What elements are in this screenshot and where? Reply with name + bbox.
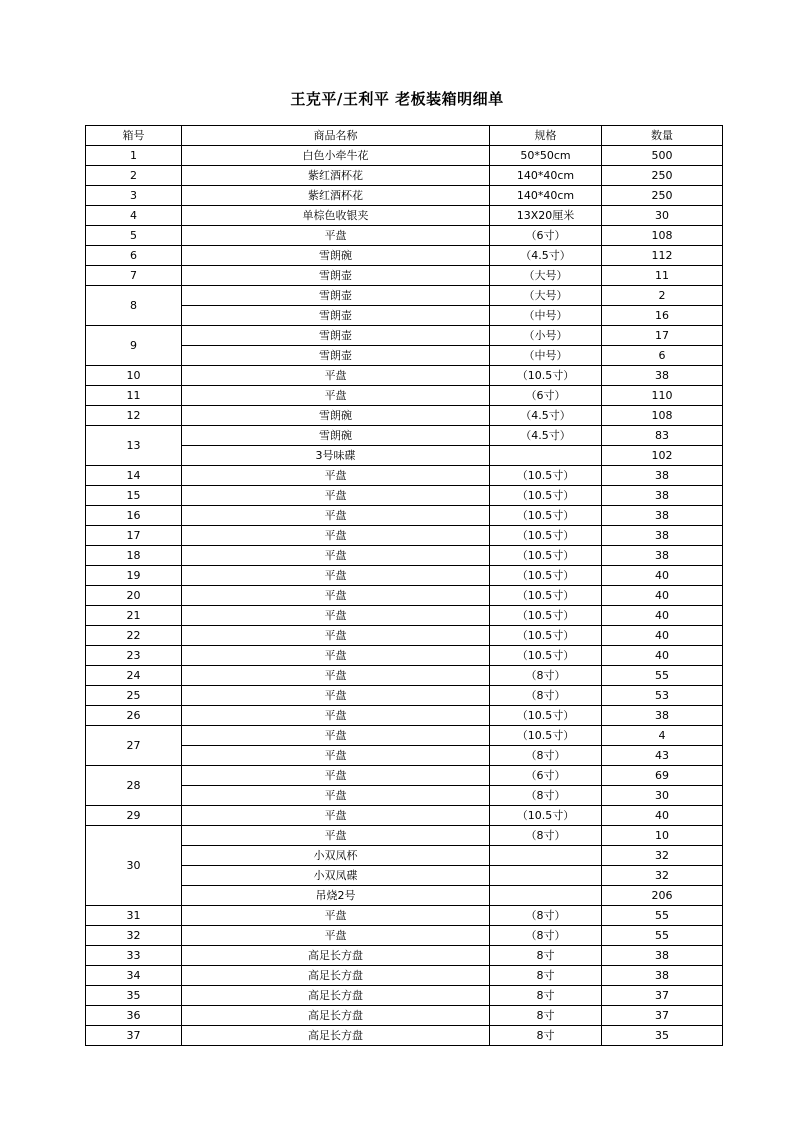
product-name-cell: 雪朗壶 bbox=[182, 286, 490, 306]
quantity-cell: 55 bbox=[602, 666, 723, 686]
spec-cell: （4.5寸） bbox=[490, 246, 602, 266]
table-row bbox=[86, 466, 723, 486]
table-row bbox=[86, 446, 723, 466]
spec-cell: （10.5寸） bbox=[490, 606, 602, 626]
box-number-cell: 35 bbox=[86, 986, 182, 1006]
box-number-cell: 9 bbox=[86, 326, 182, 366]
spec-cell: （8寸） bbox=[490, 686, 602, 706]
table-row bbox=[86, 486, 723, 506]
quantity-cell: 17 bbox=[602, 326, 723, 346]
product-name-cell: 高足长方盘 bbox=[182, 1006, 490, 1026]
box-number-cell: 11 bbox=[86, 386, 182, 406]
box-number-cell: 12 bbox=[86, 406, 182, 426]
table-row bbox=[86, 786, 723, 806]
box-number-cell: 33 bbox=[86, 946, 182, 966]
header-box-number: 箱号 bbox=[86, 126, 182, 146]
box-number-cell: 10 bbox=[86, 366, 182, 386]
quantity-cell: 37 bbox=[602, 986, 723, 1006]
table-row bbox=[86, 326, 723, 346]
table-row bbox=[86, 386, 723, 406]
table-row bbox=[86, 506, 723, 526]
spec-cell: 8寸 bbox=[490, 966, 602, 986]
quantity-cell: 38 bbox=[602, 506, 723, 526]
quantity-cell: 38 bbox=[602, 706, 723, 726]
box-number-cell: 25 bbox=[86, 686, 182, 706]
product-name-cell: 高足长方盘 bbox=[182, 1026, 490, 1046]
quantity-cell: 500 bbox=[602, 146, 723, 166]
table-row bbox=[86, 826, 723, 846]
spec-cell: （4.5寸） bbox=[490, 406, 602, 426]
quantity-cell: 37 bbox=[602, 1006, 723, 1026]
product-name-cell: 平盘 bbox=[182, 826, 490, 846]
quantity-cell: 38 bbox=[602, 946, 723, 966]
product-name-cell: 高足长方盘 bbox=[182, 986, 490, 1006]
product-name-cell: 紫红酒杯花 bbox=[182, 186, 490, 206]
table-row bbox=[86, 186, 723, 206]
quantity-cell: 40 bbox=[602, 586, 723, 606]
spec-cell: （10.5寸） bbox=[490, 726, 602, 746]
box-number-cell: 23 bbox=[86, 646, 182, 666]
table-row bbox=[86, 1006, 723, 1026]
box-number-cell: 22 bbox=[86, 626, 182, 646]
spec-cell: 8寸 bbox=[490, 1006, 602, 1026]
box-number-cell: 7 bbox=[86, 266, 182, 286]
spec-cell: （10.5寸） bbox=[490, 806, 602, 826]
product-name-cell: 平盘 bbox=[182, 526, 490, 546]
product-name-cell: 平盘 bbox=[182, 586, 490, 606]
quantity-cell: 6 bbox=[602, 346, 723, 366]
quantity-cell: 102 bbox=[602, 446, 723, 466]
spec-cell: （6寸） bbox=[490, 386, 602, 406]
product-name-cell: 平盘 bbox=[182, 786, 490, 806]
spec-cell: （大号） bbox=[490, 286, 602, 306]
spec-cell bbox=[490, 846, 602, 866]
header-spec: 规格 bbox=[490, 126, 602, 146]
table-row bbox=[86, 686, 723, 706]
table-row bbox=[86, 246, 723, 266]
quantity-cell: 55 bbox=[602, 926, 723, 946]
spec-cell: 13X20厘米 bbox=[490, 206, 602, 226]
product-name-cell: 紫红酒杯花 bbox=[182, 166, 490, 186]
box-number-cell: 14 bbox=[86, 466, 182, 486]
product-name-cell: 白色小牵牛花 bbox=[182, 146, 490, 166]
table-row bbox=[86, 886, 723, 906]
box-number-cell: 13 bbox=[86, 426, 182, 466]
box-number-cell: 24 bbox=[86, 666, 182, 686]
table-row bbox=[86, 966, 723, 986]
quantity-cell: 108 bbox=[602, 226, 723, 246]
spec-cell: 8寸 bbox=[490, 1026, 602, 1046]
spec-cell: （10.5寸） bbox=[490, 546, 602, 566]
product-name-cell: 雪朗碗 bbox=[182, 426, 490, 446]
table-row bbox=[86, 746, 723, 766]
quantity-cell: 30 bbox=[602, 786, 723, 806]
product-name-cell: 雪朗碗 bbox=[182, 246, 490, 266]
box-number-cell: 31 bbox=[86, 906, 182, 926]
box-number-cell: 17 bbox=[86, 526, 182, 546]
quantity-cell: 38 bbox=[602, 966, 723, 986]
table-row bbox=[86, 806, 723, 826]
product-name-cell: 平盘 bbox=[182, 806, 490, 826]
table-row bbox=[86, 286, 723, 306]
box-number-cell: 3 bbox=[86, 186, 182, 206]
table-row bbox=[86, 766, 723, 786]
packing-list-table bbox=[85, 125, 723, 1046]
product-name-cell: 吊烧2号 bbox=[182, 886, 490, 906]
product-name-cell: 平盘 bbox=[182, 566, 490, 586]
product-name-cell: 单棕色收银夹 bbox=[182, 206, 490, 226]
box-number-cell: 34 bbox=[86, 966, 182, 986]
spec-cell: （10.5寸） bbox=[490, 506, 602, 526]
quantity-cell: 40 bbox=[602, 646, 723, 666]
table-header-row bbox=[86, 126, 723, 146]
table-row bbox=[86, 266, 723, 286]
table-row bbox=[86, 646, 723, 666]
spec-cell: （8寸） bbox=[490, 666, 602, 686]
quantity-cell: 40 bbox=[602, 626, 723, 646]
quantity-cell: 30 bbox=[602, 206, 723, 226]
quantity-cell: 108 bbox=[602, 406, 723, 426]
table-row bbox=[86, 846, 723, 866]
spec-cell: （8寸） bbox=[490, 906, 602, 926]
product-name-cell: 小双凤碟 bbox=[182, 866, 490, 886]
header-quantity: 数量 bbox=[602, 126, 723, 146]
spec-cell: 140*40cm bbox=[490, 166, 602, 186]
table-row bbox=[86, 946, 723, 966]
box-number-cell: 18 bbox=[86, 546, 182, 566]
document-title: 王克平/王利平 老板装箱明细单 bbox=[290, 90, 504, 108]
box-number-cell: 28 bbox=[86, 766, 182, 806]
quantity-cell: 38 bbox=[602, 366, 723, 386]
box-number-cell: 32 bbox=[86, 926, 182, 946]
table-row bbox=[86, 206, 723, 226]
box-number-cell: 6 bbox=[86, 246, 182, 266]
quantity-cell: 43 bbox=[602, 746, 723, 766]
table-row bbox=[86, 146, 723, 166]
box-number-cell: 30 bbox=[86, 826, 182, 906]
spec-cell: （4.5寸） bbox=[490, 426, 602, 446]
quantity-cell: 4 bbox=[602, 726, 723, 746]
quantity-cell: 250 bbox=[602, 186, 723, 206]
quantity-cell: 112 bbox=[602, 246, 723, 266]
box-number-cell: 1 bbox=[86, 146, 182, 166]
table-row bbox=[86, 666, 723, 686]
spec-cell: （10.5寸） bbox=[490, 486, 602, 506]
quantity-cell: 10 bbox=[602, 826, 723, 846]
quantity-cell: 83 bbox=[602, 426, 723, 446]
product-name-cell: 平盘 bbox=[182, 666, 490, 686]
quantity-cell: 38 bbox=[602, 546, 723, 566]
quantity-cell: 38 bbox=[602, 466, 723, 486]
spec-cell: （大号） bbox=[490, 266, 602, 286]
product-name-cell: 3号味碟 bbox=[182, 446, 490, 466]
box-number-cell: 2 bbox=[86, 166, 182, 186]
spec-cell: 50*50cm bbox=[490, 146, 602, 166]
box-number-cell: 37 bbox=[86, 1026, 182, 1046]
spec-cell: 140*40cm bbox=[490, 186, 602, 206]
quantity-cell: 69 bbox=[602, 766, 723, 786]
box-number-cell: 20 bbox=[86, 586, 182, 606]
spec-cell: （6寸） bbox=[490, 226, 602, 246]
product-name-cell: 平盘 bbox=[182, 506, 490, 526]
spec-cell: （10.5寸） bbox=[490, 626, 602, 646]
spec-cell: （10.5寸） bbox=[490, 706, 602, 726]
table-body bbox=[86, 146, 723, 1046]
spec-cell bbox=[490, 886, 602, 906]
box-number-cell: 19 bbox=[86, 566, 182, 586]
product-name-cell: 雪朗壶 bbox=[182, 266, 490, 286]
quantity-cell: 250 bbox=[602, 166, 723, 186]
table-row bbox=[86, 586, 723, 606]
product-name-cell: 平盘 bbox=[182, 606, 490, 626]
spec-cell: 8寸 bbox=[490, 946, 602, 966]
box-number-cell: 4 bbox=[86, 206, 182, 226]
table-row bbox=[86, 906, 723, 926]
product-name-cell: 雪朗壶 bbox=[182, 326, 490, 346]
product-name-cell: 雪朗碗 bbox=[182, 406, 490, 426]
product-name-cell: 平盘 bbox=[182, 626, 490, 646]
table-row bbox=[86, 606, 723, 626]
quantity-cell: 38 bbox=[602, 486, 723, 506]
spec-cell bbox=[490, 866, 602, 886]
spec-cell: （8寸） bbox=[490, 746, 602, 766]
table-row bbox=[86, 366, 723, 386]
product-name-cell: 平盘 bbox=[182, 926, 490, 946]
spec-cell: （10.5寸） bbox=[490, 586, 602, 606]
header-product-name: 商品名称 bbox=[182, 126, 490, 146]
box-number-cell: 36 bbox=[86, 1006, 182, 1026]
spec-cell: （8寸） bbox=[490, 786, 602, 806]
quantity-cell: 38 bbox=[602, 526, 723, 546]
spec-cell: （10.5寸） bbox=[490, 566, 602, 586]
product-name-cell: 平盘 bbox=[182, 746, 490, 766]
spec-cell: 8寸 bbox=[490, 986, 602, 1006]
spec-cell: （中号） bbox=[490, 346, 602, 366]
box-number-cell: 15 bbox=[86, 486, 182, 506]
box-number-cell: 29 bbox=[86, 806, 182, 826]
quantity-cell: 32 bbox=[602, 866, 723, 886]
product-name-cell: 雪朗壶 bbox=[182, 306, 490, 326]
quantity-cell: 53 bbox=[602, 686, 723, 706]
product-name-cell: 平盘 bbox=[182, 726, 490, 746]
box-number-cell: 27 bbox=[86, 726, 182, 766]
quantity-cell: 110 bbox=[602, 386, 723, 406]
quantity-cell: 206 bbox=[602, 886, 723, 906]
table-row bbox=[86, 926, 723, 946]
quantity-cell: 40 bbox=[602, 606, 723, 626]
quantity-cell: 11 bbox=[602, 266, 723, 286]
table-row bbox=[86, 226, 723, 246]
product-name-cell: 高足长方盘 bbox=[182, 966, 490, 986]
table-row bbox=[86, 546, 723, 566]
spec-cell: （10.5寸） bbox=[490, 526, 602, 546]
quantity-cell: 55 bbox=[602, 906, 723, 926]
product-name-cell: 平盘 bbox=[182, 366, 490, 386]
product-name-cell: 雪朗壶 bbox=[182, 346, 490, 366]
quantity-cell: 40 bbox=[602, 566, 723, 586]
table-row bbox=[86, 406, 723, 426]
quantity-cell: 35 bbox=[602, 1026, 723, 1046]
product-name-cell: 平盘 bbox=[182, 706, 490, 726]
spec-cell: （8寸） bbox=[490, 926, 602, 946]
box-number-cell: 8 bbox=[86, 286, 182, 326]
spec-cell: （中号） bbox=[490, 306, 602, 326]
product-name-cell: 平盘 bbox=[182, 546, 490, 566]
quantity-cell: 2 bbox=[602, 286, 723, 306]
spec-cell: （小号） bbox=[490, 326, 602, 346]
quantity-cell: 16 bbox=[602, 306, 723, 326]
box-number-cell: 26 bbox=[86, 706, 182, 726]
product-name-cell: 平盘 bbox=[182, 646, 490, 666]
spec-cell: （10.5寸） bbox=[490, 466, 602, 486]
table-row bbox=[86, 566, 723, 586]
table-row bbox=[86, 426, 723, 446]
box-number-cell: 21 bbox=[86, 606, 182, 626]
product-name-cell: 平盘 bbox=[182, 466, 490, 486]
spec-cell: （8寸） bbox=[490, 826, 602, 846]
product-name-cell: 平盘 bbox=[182, 906, 490, 926]
product-name-cell: 平盘 bbox=[182, 686, 490, 706]
table-row bbox=[86, 1026, 723, 1046]
spec-cell: （6寸） bbox=[490, 766, 602, 786]
product-name-cell: 平盘 bbox=[182, 486, 490, 506]
table-row bbox=[86, 866, 723, 886]
product-name-cell: 高足长方盘 bbox=[182, 946, 490, 966]
box-number-cell: 16 bbox=[86, 506, 182, 526]
box-number-cell: 5 bbox=[86, 226, 182, 246]
spec-cell: （10.5寸） bbox=[490, 646, 602, 666]
table-row bbox=[86, 986, 723, 1006]
product-name-cell: 小双凤杯 bbox=[182, 846, 490, 866]
table-row bbox=[86, 526, 723, 546]
table-row bbox=[86, 306, 723, 326]
table-row bbox=[86, 166, 723, 186]
table-row bbox=[86, 726, 723, 746]
product-name-cell: 平盘 bbox=[182, 766, 490, 786]
table-row bbox=[86, 626, 723, 646]
quantity-cell: 40 bbox=[602, 806, 723, 826]
table-row bbox=[86, 706, 723, 726]
spec-cell: （10.5寸） bbox=[490, 366, 602, 386]
quantity-cell: 32 bbox=[602, 846, 723, 866]
product-name-cell: 平盘 bbox=[182, 226, 490, 246]
spec-cell bbox=[490, 446, 602, 466]
table-row bbox=[86, 346, 723, 366]
product-name-cell: 平盘 bbox=[182, 386, 490, 406]
